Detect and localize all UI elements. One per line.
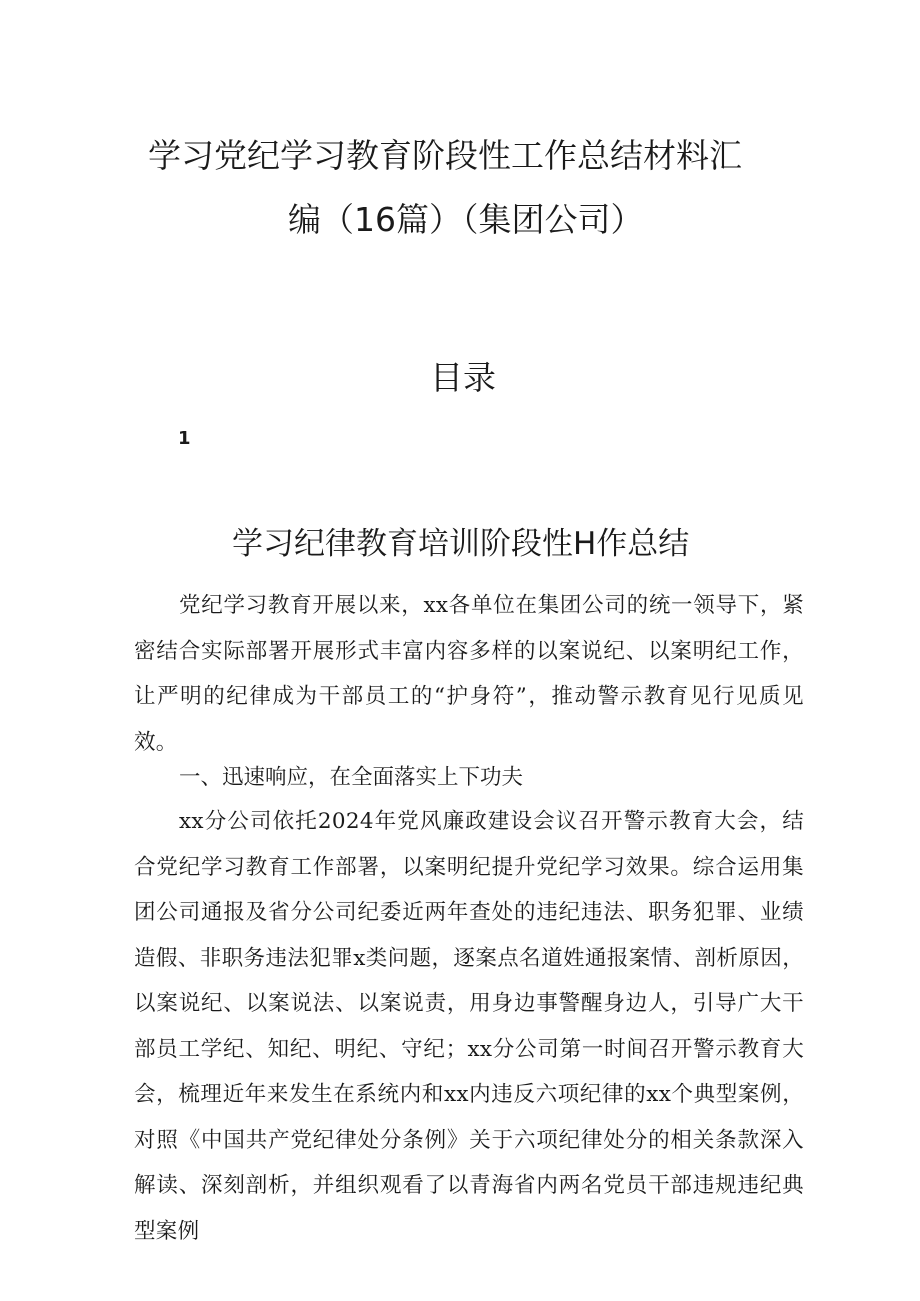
sub-heading: 一、迅速响应，在全面落实上下功夫 bbox=[179, 765, 524, 790]
section-title: 学习纪律教育培训阶段性H作总结 bbox=[232, 526, 690, 562]
body-paragraph: 党纪学习教育开展以来，xx各单位在集团公司的统一领导下，紧密结合实际部署开展形式丰富内容多样的以案说纪、以案明纪工作，让严明的纪律成为干部员工的“护身符”，推动警示教育见行见质见效。 bbox=[134, 593, 804, 755]
toc-entry-number: 1 bbox=[178, 428, 191, 449]
document-title-line-2: 编（16篇）（集团公司） bbox=[288, 200, 644, 239]
toc-heading: 目录 bbox=[430, 358, 496, 397]
body-paragraph: xx分公司依托2024年党风廉政建设会议召开警示教育大会，结合党纪学习教育工作部署，以案明纪提升党纪学习效果。综合运用集团公司通报及省分公司纪委近两年查处的违纪违法、职务犯罪、业绩造假、非职务违法犯罪x类问题，逐案点名道姓通报案情、剖析原因，以案说纪、以案说法、以案说责，用身边事警醒身边人，引导广大干部员工学纪、知纪、明纪、守纪；xx分公司第一时间召开警示教育大会，梳理近年来发生在系统内和xx内违反六项纪律的xx个典型案例，对照《中国共产党纪律处分条例》关于六项纪律处分的相关条款深入解读、深刻剖析，并组织观看了以青海省内两名党员干部违规违纪典型案例 bbox=[134, 809, 804, 1244]
document-title-line-1: 学习党纪学习教育阶段性工作总结材料汇 bbox=[148, 136, 742, 175]
